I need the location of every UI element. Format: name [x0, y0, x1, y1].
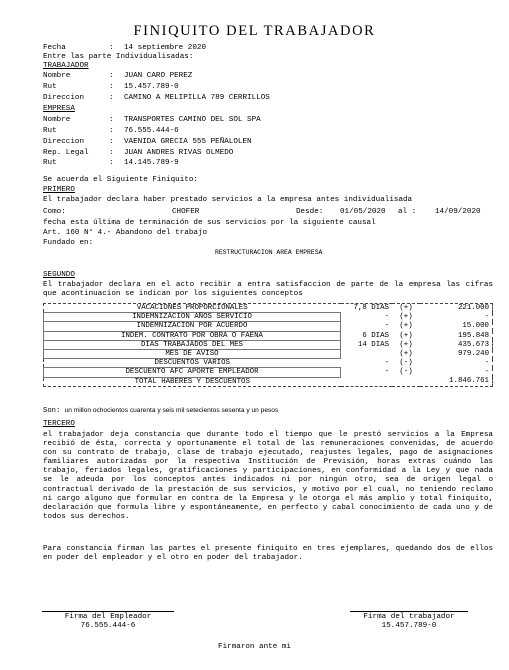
son-label: Son: — [43, 407, 61, 415]
valor-cell: 435.673 — [457, 340, 489, 349]
son-value: un millon ochocientos cuarenta y seis mil setecientos sesenta y un pesos — [64, 407, 279, 414]
fecha-label: Fecha — [43, 44, 66, 52]
concepto-row — [44, 322, 493, 331]
trabajador-nombre-label: Nombre — [43, 72, 71, 80]
fecha-colon: : — [109, 44, 114, 52]
valor-cell: - — [484, 368, 489, 377]
valor-cell: 15.000 — [462, 322, 489, 331]
signature-line-trabajador — [350, 611, 468, 612]
signo-cell: (+) — [399, 313, 413, 322]
concepto-cell: DIAS TRABAJADOS DEL MES — [44, 340, 341, 349]
empleador-label: Firma del Empleador — [64, 613, 152, 621]
fecha-value: 14 septiembre 2020 — [124, 44, 207, 52]
primero-heading: PRIMERO — [43, 186, 75, 194]
segundo-text: El trabajador declara en el acto recibir a entra satisfaccion de parte de la empresa las cifras que acontinuacion se indican por los siguientes conceptos — [43, 281, 493, 299]
empresa-rut-value: 76.555.444-6 — [124, 127, 179, 135]
desde-label: Desde: — [296, 208, 324, 216]
primero-text: El trabajador declara haber prestado servicios a la empresa antes individualisada — [43, 196, 413, 204]
conceptos-table — [43, 303, 493, 387]
colon: : — [109, 138, 114, 146]
trabajador-direccion-label: Direccion — [43, 94, 85, 102]
concepto-row — [44, 340, 493, 349]
empresa-direccion-value: VAENIDA GRECIA 555 PEÑALOLEN — [124, 138, 252, 146]
concepto-cell: DESCUENTO AFC APORTE EMPLEADOR — [44, 368, 341, 377]
cantidad-cell: - — [384, 368, 389, 377]
colon: : — [109, 83, 114, 91]
concepto-row — [44, 359, 493, 368]
concepto-cell: INDEMNIZACION POR ACUERDO — [44, 322, 341, 331]
firmaron-ante-text: Firmaron ante mi — [218, 643, 291, 651]
concepto-row — [44, 368, 493, 377]
concepto-cell: VACACIONES PROPORCIONALES — [136, 304, 248, 312]
colon: : — [109, 127, 114, 135]
concepto-cell: MES DE AVISO — [44, 350, 341, 359]
concepto-row — [44, 304, 493, 313]
valor-cell: 195.848 — [457, 331, 489, 340]
empresa-replegal-rut-label: Rut — [43, 159, 57, 167]
concepto-row — [44, 350, 493, 359]
document-title: FINIQUITO DEL TRABAJADOR — [133, 23, 376, 39]
trabajador-label: Firma del trabajador — [363, 613, 455, 621]
trabajador-rut: 15.457.789-0 — [381, 622, 437, 630]
trabajador-rut-label: Rut — [43, 83, 57, 91]
trabajador-rut-value: 15.457.789-0 — [124, 83, 179, 91]
concepto-cell: INDEMNIZACION AÑOS SERVICIO — [44, 313, 341, 322]
como-value: CHOFER — [172, 208, 200, 216]
valor-cell: 1.846.761 — [449, 377, 489, 386]
colon: : — [109, 159, 114, 167]
colon: : — [109, 116, 114, 124]
signo-cell: (+) — [399, 304, 413, 313]
tercero-heading: TERCERO — [43, 420, 75, 428]
trabajador-heading: TRABAJADOR — [43, 62, 89, 70]
acuerdo-text: Se acuerda el Siguiente Finiquito: — [43, 176, 198, 184]
como-label: Como: — [43, 208, 66, 216]
trabajador-signature-block — [344, 613, 474, 631]
concepto-cell: INDEM. CONTRATO POR OBRA O FAENA — [44, 331, 341, 340]
empresa-rut-label: Rut — [43, 127, 57, 135]
cantidad-cell — [341, 377, 393, 386]
empresa-heading: EMPRESA — [43, 105, 75, 113]
fundado-value: RESTRUCTURACION AREA EMPRESA — [215, 249, 323, 256]
al-label: al : — [398, 208, 417, 216]
cantidad-cell: 7,8 DIAS — [353, 304, 389, 313]
valor-cell: - — [484, 313, 489, 322]
constancia-text: Para constancia firman las partes el presente finiquito en tres ejemplares, quedando dos de ellos en poder del empleador y el otro en poder del trabajador. — [43, 545, 493, 563]
trabajador-nombre-value: JUAN CARO PEREZ — [124, 72, 193, 80]
cantidad-cell: 6 DIAS — [362, 331, 389, 340]
empresa-nombre-label: Nombre — [43, 116, 71, 124]
signo-cell: (+) — [399, 331, 413, 340]
concepto-row — [44, 313, 493, 322]
cantidad-cell — [341, 350, 393, 359]
colon: : — [109, 72, 114, 80]
signature-line-empleador — [42, 611, 174, 612]
cantidad-cell: - — [384, 359, 389, 368]
fundado-label: Fundado en: — [43, 239, 94, 247]
empresa-direccion-label: Direccion — [43, 138, 85, 146]
valor-cell: 979.240 — [457, 350, 489, 359]
cantidad-cell: 14 DIAS — [357, 340, 389, 349]
desde-value: 01/05/2020 — [340, 208, 386, 216]
signo-cell: (+) — [399, 340, 413, 349]
cantidad-cell: - — [384, 322, 389, 331]
empresa-replegal-rut-value: 14.145.789-9 — [124, 159, 179, 167]
al-value: 14/09/2020 — [435, 208, 481, 216]
trabajador-direccion-value: CAMINO A MELIPILLA 789 CERRILLOS — [124, 94, 270, 102]
cantidad-cell: - — [384, 313, 389, 322]
concepto-row — [44, 331, 493, 340]
intro-text: Entre las parte Individualisadas: — [43, 53, 194, 61]
empleador-signature-block — [42, 613, 174, 631]
tercero-text: el trabajador deja constancia que durante todo el tiempo que le prestó servicios a la Empresa recibió de ésta, correcta y oportunamente el total de las remuneraciones convenidas, de acuerdo con su contrato de trabajo, clase de trabajo ejecutado, reajustes legales, pago de asignaciones familiares autorizadas por la respectiva Institución de Previsión, horas extras cuándo las trabajo, feriados legales, gratificaciones y participaciones, en conformidad a la Ley y que nada se le adeuda por los conceptos antes indicados ni por ningún otro, sea de origen legal o contractual derivado de la prestación de sus servicios, y motivo por el cual, no teniendo reclamo ni cargo alguno que formular en contra de la Empresa y le otorga el más amplio y total finiquito, declaración que formula libre y espontáneamente, en perfecto y cabal conocimiento de cada uno y de todos sus derechos. — [43, 431, 493, 521]
empresa-replegal-value: JUAN ANDRES RIVAS OLMEDO — [124, 149, 234, 157]
empresa-nombre-value: TRANSPORTES CAMINO DEL SOL SPA — [124, 116, 261, 124]
signo-cell: (-) — [399, 368, 413, 377]
colon: : — [109, 149, 114, 157]
signo-cell: (+) — [399, 350, 413, 359]
fecha-termino-text: fecha esta última de terminación de sus servicios por la siguiente causal — [43, 219, 376, 227]
signo-cell: (-) — [399, 359, 413, 368]
signo-cell: (+) — [399, 322, 413, 331]
empresa-replegal-label: Rep. Legal — [43, 149, 89, 157]
concepto-row — [44, 377, 493, 386]
colon: : — [109, 94, 114, 102]
articulo-text: Art. 160 N° 4.- Abandono del trabajo — [43, 229, 208, 237]
empleador-rut: 76.555.444-6 — [80, 622, 136, 630]
concepto-cell: DESCUENTOS VARIOS — [154, 359, 230, 368]
valor-cell: 221.000 — [457, 304, 489, 313]
signo-cell — [392, 377, 420, 386]
son-line — [43, 406, 278, 416]
segundo-heading: SEGUNDO — [43, 271, 75, 279]
valor-cell: - — [484, 359, 489, 368]
concepto-cell: TOTAL HABERES Y DESCUENTOS — [134, 377, 250, 386]
